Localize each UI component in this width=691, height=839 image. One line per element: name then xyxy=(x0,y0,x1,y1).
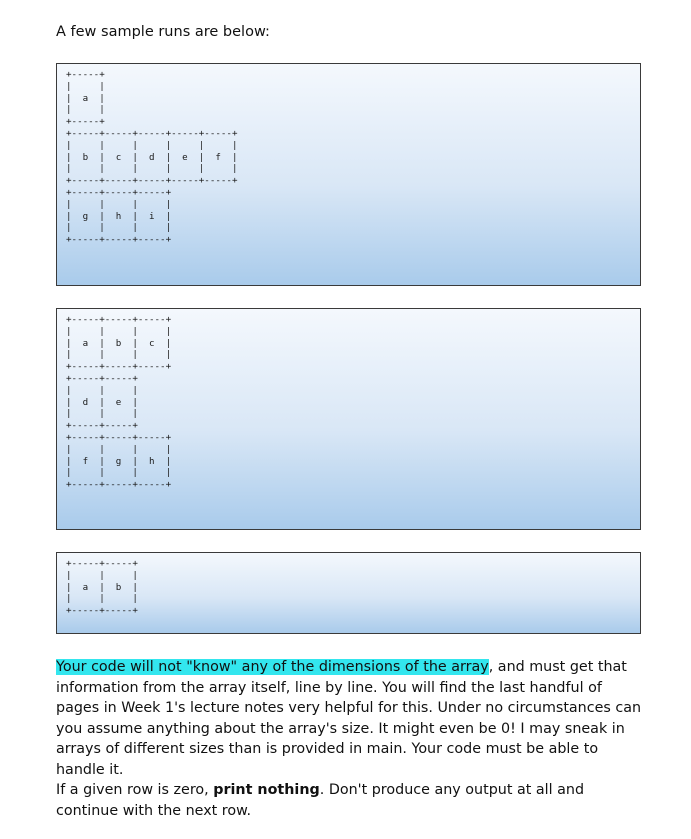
paragraph-text: If a given row is zero, xyxy=(56,782,214,798)
paragraph-text: , and must get that information from the array itself, line by line. You will find the last handful of pages in Week 1's lecture notes very helpful for this. Under no circumstances can you assume anything about the array's size. It might even be 0! I may sneak in arrays of different sizes than is provided in main. Your code must be able to handle it. xyxy=(56,659,642,778)
intro-text: A few sample runs are below: xyxy=(56,24,270,40)
sample-run-output: +-----+-----+-----+ | | | | | a | b | c | | | | | +-----+-----+-----+ +-----+-----+ | | | | d | e | | | | +-----+-----+ +-----+-----+-----+ | | | | | f | g | h | | | | | +-----+-----+-----+ xyxy=(66,314,172,491)
sample-run-2 xyxy=(56,308,641,530)
sample-run-1 xyxy=(56,63,641,286)
sample-run-output: +-----+-----+ | | | | a | b | | | | +-----+-----+ xyxy=(66,558,138,617)
highlighted-text: Your code will not "know" any of the dimensions of the array xyxy=(56,659,489,675)
sample-run-output: +-----+ | | | a | | | +-----+ +-----+-----+-----+-----+-----+ | | | | | | | b | c | d | e | f | | | | | | | +-----+-----+-----+-----+-----+ +-----+-----+-----+ | | | | | g | h | i | | | | | +-----+-----+-----+ xyxy=(66,69,238,246)
sample-run-3 xyxy=(56,552,641,634)
dimensions-paragraph xyxy=(56,657,646,780)
bold-text: print nothing xyxy=(213,782,320,798)
zero-row-paragraph xyxy=(56,780,646,821)
paragraph-text: . Don't produce any output at all and continue with the next row. xyxy=(56,782,585,819)
